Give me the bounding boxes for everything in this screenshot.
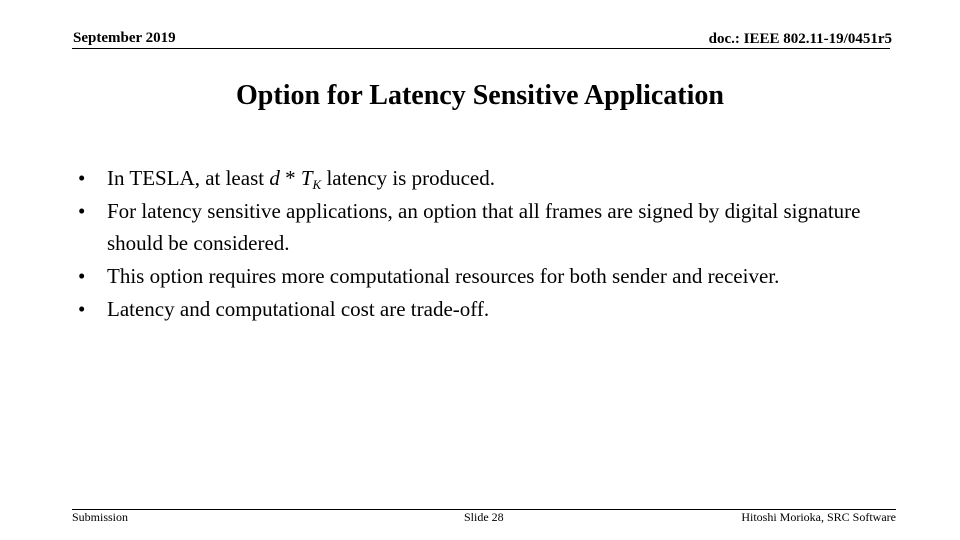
subscript-K: K <box>312 177 322 192</box>
bullet-glyph: • <box>78 264 86 288</box>
bullet-text-part: In TESLA, at least <box>107 166 270 190</box>
bullet-list <box>78 162 878 326</box>
footer-submission: Submission <box>72 510 129 524</box>
variable-T: T <box>300 166 313 190</box>
operator: * <box>279 166 301 190</box>
footer-author: Hitoshi Morioka, SRC Software <box>741 510 896 524</box>
bullet-item <box>78 293 878 325</box>
bullet-item <box>78 162 878 194</box>
bullet-text: This option requires more computational resources for both sender and receiver. <box>107 264 780 288</box>
bullet-glyph: • <box>78 166 86 190</box>
slide-title: Option for Latency Sensitive Application <box>236 80 724 111</box>
variable-d: d <box>269 166 280 190</box>
footer-slide-number: Slide 28 <box>464 510 504 524</box>
bullet-text: For latency sensitive applications, an option that all frames are signed by digital signature should be considered. <box>107 199 861 255</box>
bullet-item <box>78 195 878 259</box>
bullet-item <box>78 260 878 292</box>
bullet-text-part: latency is produced. <box>321 166 495 190</box>
bullet-glyph: • <box>78 199 86 223</box>
header-doc-id: doc.: IEEE 802.11-19/0451r5 <box>708 31 892 47</box>
header-date: September 2019 <box>73 30 176 46</box>
header-rule <box>72 48 890 49</box>
bullet-text: Latency and computational cost are trade-off. <box>107 297 490 321</box>
bullet-glyph: • <box>78 297 86 321</box>
